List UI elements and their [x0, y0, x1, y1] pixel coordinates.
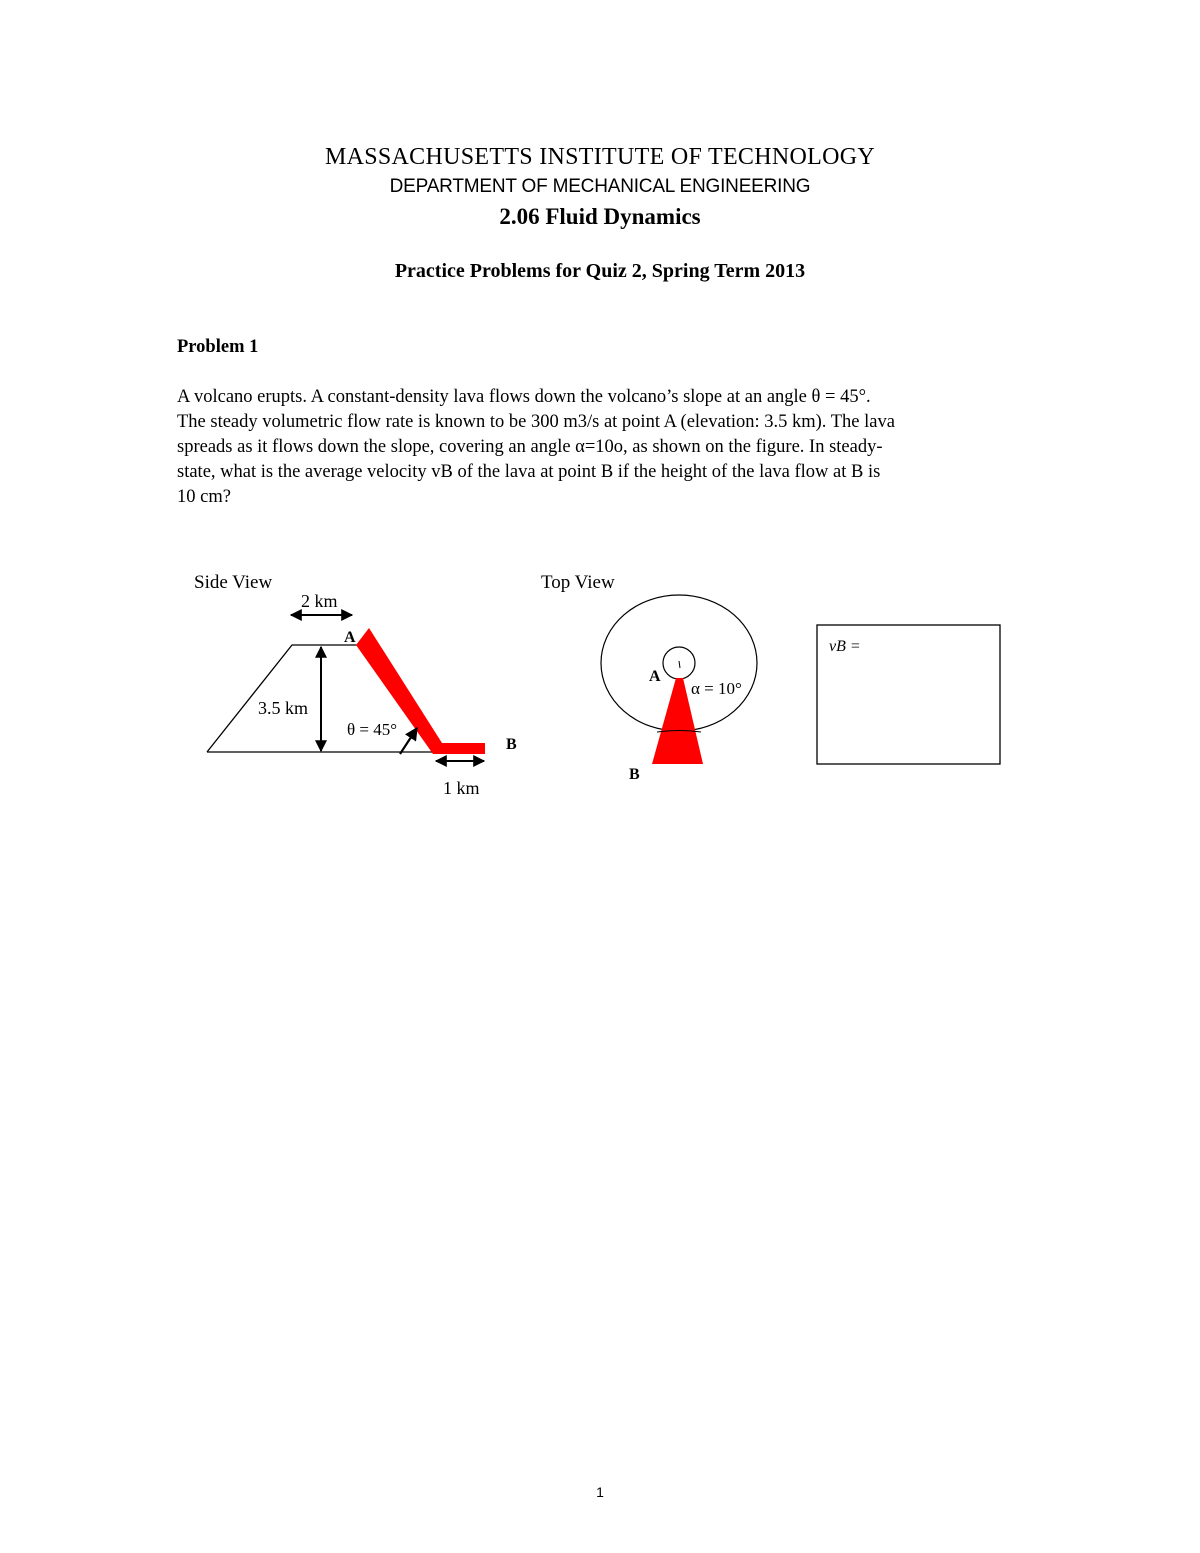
- point-a-label: A: [344, 629, 356, 646]
- problem-line: spreads as it flows down the slope, covering an angle α=10o, as shown on the figure. In steady-: [177, 437, 883, 457]
- page-number: 1: [596, 1484, 604, 1500]
- angle-arrow: [400, 728, 417, 754]
- top-width-label: 2 km: [301, 591, 338, 611]
- institution-heading: MASSACHUSETTS INSTITUTE OF TECHNOLOGY: [324, 144, 875, 170]
- point-b-label: B: [506, 736, 517, 753]
- top-view-title: Top View: [541, 572, 615, 593]
- theta-label: θ = 45°: [347, 720, 398, 739]
- problem-title: Problem 1: [177, 337, 259, 357]
- course-title: 2.06 Fluid Dynamics: [499, 204, 701, 229]
- side-view: [194, 572, 517, 798]
- top-point-b-label: B: [629, 766, 640, 783]
- department-heading: DEPARTMENT OF MECHANICAL ENGINEERING: [389, 176, 811, 197]
- problem-line: The steady volumetric flow rate is known to be 300 m3/s at point A (elevation: 3.5 km). The lava: [177, 412, 895, 432]
- top-view: [541, 572, 757, 783]
- problem-line: 10 cm?: [177, 487, 231, 507]
- problem-line: state, what is the average velocity vB of the lava at point B if the height of the lava flow at B is: [177, 462, 881, 482]
- alpha-label: α = 10°: [691, 679, 742, 698]
- top-point-a-label: A: [649, 668, 661, 685]
- base-width-label: 1 km: [443, 778, 480, 798]
- answer-label: vB =: [829, 638, 861, 655]
- document-subtitle: Practice Problems for Quiz 2, Spring Term 2013: [394, 260, 806, 282]
- side-view-title: Side View: [194, 572, 273, 593]
- crater-mark: [679, 661, 680, 668]
- problem-line: A volcano erupts. A constant-density lava flows down the volcano’s slope at an angle θ = 45°.: [177, 387, 871, 407]
- height-label: 3.5 km: [258, 698, 309, 718]
- answer-box: [817, 625, 1000, 764]
